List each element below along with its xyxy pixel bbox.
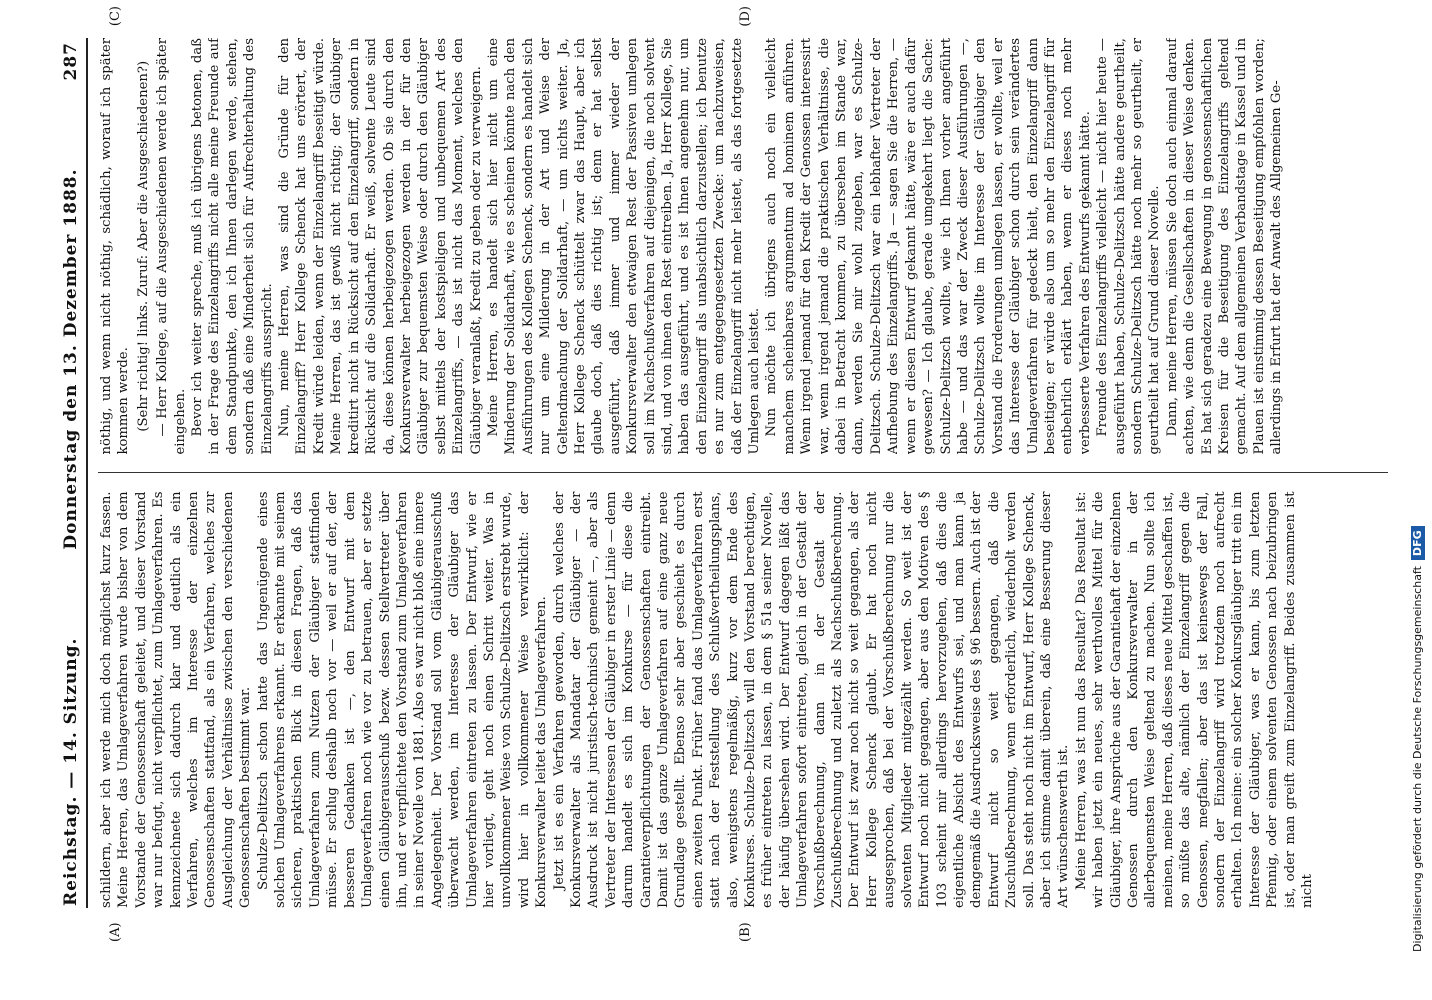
margin-marker-c: (C) <box>108 6 123 27</box>
margin-marker-b: (B) <box>738 922 753 942</box>
paragraph: nöthig, und wenn nicht nöthig, schädlich, worauf ich später kommen werde. <box>99 38 132 455</box>
paragraph: Meine Herren, was ist nun das Resultat? Das Resultat ist: wir haben jetzt ein neues, sehr werthvolles Mittel für die Gläubiger, ihre Ansprüche aus der Garantiehaft der einzelnen Genossen durch den Konkursverwalter in der allerbequemsten Weise geltend zu machen. Nun sollte ich meinen, meine Herren, daß dieses neue Mittel geschaffen ist, so müßte das alte, nämlich der Einzelangriff gegen die Genossen, megfallen; aber das ist keineswegs der Fall, sondern der Einzelangriff wird trotzdem noch aufrecht erhalten. Ich meine: ein solcher Konkursgläubiger tritt ein im Interesse der Gläubiger, was er kann, bis zum letzten Pfennig, oder einem solventen Genossen nach beizubringen ist, oder man greift zum Einzelangriff. Beides zusammen ist nicht <box>1073 491 1316 908</box>
paragraph: Bevor ich weiter spreche, muß ich übrigens betonen, daß in der Frage des Einzelangriffs nicht alle meine Freunde auf dem Standpunkte, den ich Ihnen darlegen werde, stehen, sondern daß eine Minderheit sich für Aufrechterhaltung des Einzelangriffs ausspricht. <box>190 38 275 455</box>
paragraph: Schulze-Delitzsch schon hatte das Ungenügende eines solchen Umlageverfahrens erkannt. Er erkannte mit seinem sicheren, praktischen Blick in diesen Fragen, daß das Umlageverfahren zum Nutzen der Gläubiger stattfinden müsse. Er schlug deshalb noch vor — weil er auf der, der besseren Gedanken ist —, den Entwurf mit dem Umlageverfahren noch wie vor zu betrauen, aber er setzte einen Gläubigerausschuß bezw. dessen Stellvertreter über ihn, und er verpflichtete den Vorstand zum Umlageverfahren in seiner Novelle von 1881. Also es war nicht bloß eine innere Angelegenheit. Der Vorstand soll vom Gläubigerausschuß überwacht werden, im Interesse der Gläubiger das Umlageverfahren eintreten zu lassen. Der Entwurf, wie er hier vorliegt, geht noch einen Schritt weiter. Was in unvollkommener Weise von Schulze-Delitzsch erstrebt wurde, wird hier in vollkommener Weise verwirklicht: der Konkursverwalter leitet das Umlageverfahren. <box>255 491 550 908</box>
page-number: 287 <box>61 42 81 81</box>
margin-marker-d: (D) <box>738 6 753 27</box>
paragraph: schildern, aber ich werde mich doch möglichst kurz fassen. Meine Herren, das Umlageverfahren wurde bisher von dem Vorstande der Genossenschaft geleitet, und dieser Vorstand war nur befugt, nicht verpflichtet, zum Umlageverfahren. Es kennzeichnete sich dadurch klar und deutlich als ein Verfahren, welches im Interesse der einzelnen Genossenschaften stattfand, als ein Verfahren, welches zur Ausgleichung der Verhältnisse zwischen den verschiedenen Genossenschaften bestimmt war. <box>99 491 254 908</box>
header-session: Reichstag. — 14. Sitzung. <box>61 637 81 906</box>
interjection: (Sehr richtig! links. Zuruf: Aber die Ausgeschiedenen?) <box>135 60 151 432</box>
paragraph: Meine Herren, es handelt sich hier nicht um eine Minderung der Solidarhaft, wie es scheinen könnte nach den Ausführungen des Kollegen Schenck, sondern es handelt sich nur um eine Milderung in der Art und Weise der Geltendmachung der Solidarhaft, — um nichts weiter. Ja, Herr Kollege Schenck schüttelt zwar das Haupt, aber ich glaube doch, daß dies richtig ist; denn er hat selbst ausgeführt, daß immer und immer wieder der Konkursverwalter den etwaigen Rest der Passiven umlegen soll im Nachschußverfahren auf diejenigen, die noch solvent sind, und von ihnen den Rest eintreiben. Ja, Herr Kollege, Sie haben das ausgeführt, und es ist Ihnen angenehm nur, um den Einzelangriff als unabsichtlich darzustellen; ich benutze es nur zum entgegengesetzten Zwecke: um nachzuweisen, daß der Einzelangriff nicht mehr leistet, als das fortgesetzte Umlegen auch leistet. <box>485 38 763 455</box>
left-column <box>98 492 1388 909</box>
paragraph: Freunde des Einzelangriffs vielleicht — nicht hier heute — ausgeführt haben, Schulze-Delitzsch hätte andere geurtheilt, sondern Schulze-Delitzsch hätte noch mehr so geurtheilt, er geurtheilt hat auf Grund dieser Novelle. <box>1095 38 1163 455</box>
text-columns <box>98 6 1388 942</box>
digitization-credit <box>1404 18 1428 982</box>
paragraph: Dann, meine Herren, müssen Sie doch auch einmal darauf achten, wie denn die Gesellschaften in dieser Weise denken. Es hat sich geradezu eine Bewegung in genossenschaftlichen Kreisen für die Beseitigung des Einzelangriffs geltend gemacht. Auf dem allgemeinen Verbandstage in Kassel und in Plauen ist einstimmig dessen Beseitigung empfohlen worden; allerdings in Erfurt hat der Anwalt des Allgemeinen Ge- <box>1164 38 1285 455</box>
credit-text: Digitalisierung gefördert durch die Deutsche Forschungsgemeinschaft <box>1411 566 1424 952</box>
running-header <box>56 38 88 908</box>
paragraph: Jetzt ist es ein Verfahren geworden, durch welches der Konkursverwalter als Mandatar der Gläubiger — der Ausdruck ist nicht juristisch-technisch gemeint —, aber als Vertreter der Interessen der Gläubiger in erster Linie — denn darum handelt es sich im Konkurse — für diese die Garantieverpflichtungen der Genossenschaften eintreibt. Damit ist das ganze Umlageverfahren auf eine ganz neue Grundlage gestellt. Ebenso sehr aber geschieht es durch einen zweiten Punkt. Früher fand das Umlageverfahren erst statt nach der Feststellung des Schlußvertheilungsplans, also, wenigstens regelmäßig, kurz vor dem Ende des Konkurses. Schulze-Delitzsch will den Vorstand berechtigen, es früher eintreten zu lassen, in dem § 51a seiner Novelle, der häufig übersehen wird. Der Entwurf dagegen läßt das Umlageverfahren sofort eintreten, gleich in der Gestalt der Vorschußberechnung, dann in der Gestalt der Zuschußberechnung und zuletzt als Nachschußberechnung. Der Entwurf ist zwar noch nicht so weit gegangen, als der Herr Kollege Schenck glaubt. Er hat noch nicht ausgesprochen, daß bei der Vorschußberechnung nur die solventen Mitglieder mitgezählt werden. So weit ist der Entwurf noch nicht gegangen, aber aus den Motiven des § 103 scheint mir allerdings hervorzugehen, daß dies die eigentliche Absicht des Entwurfs sei, und man kann ja demgemäß die Ausdrucksweise des § 96 bessern. Auch ist der Entwurf nicht so weit gegangen, daß die Zuschußberechnung, wenn erforderlich, wiederholt werden soll. Das steht noch nicht im Entwurf, Herr Kollege Schenck, aber ich stimme damit überein, daß eine Besserung dieser Art wünschenswerth ist. <box>551 491 1072 908</box>
right-column <box>98 38 1388 455</box>
dfg-logo: DFG <box>1411 526 1425 560</box>
paragraph: Nun, meine Herren, was sind die Gründe für den Einzelangriff? Herr Kollege Schenck hat uns erörtert, der Kredit würde leiden, wenn der Einzelangriff beseitigt würde. Meine Herren, das ist gewiß nicht richtig; der Gläubiger kreditirt nicht in Rücksicht auf den Einzelangriff, sondern in Rücksicht auf die Solidarhaft. Er weiß, solvente Leute sind da, diese können herbeigezogen werden. Ob sie durch den Konkursverwalter herbeigezogen werden in der für den Gläubiger zur bequemsten Weise oder durch den Gläubiger selbst mittels der kostspieligen und unbequemen Art des Einzelangriffs, — das ist nicht das Moment, welches den Gläubiger veranlaßt, Kredit zu geben oder zu verweigern. <box>277 38 484 455</box>
column-divider <box>98 473 1388 474</box>
header-date: Donnerstag den 13. Dezember 1888. <box>61 168 81 550</box>
paragraph: Nun möchte ich übrigens auch noch ein vielleicht manchem scheinbares argumentum ad hominem anführen. Wenn irgend jemand für den Kredit der Genossen interessirt war, wenn irgend jemand die praktischen Verhältnisse, die dabei in Betracht kommen, zu übersehen im Stande war, dann, werden Sie mir wohl zugeben, war es Schulze-Delitzsch. Schulze-Delitzsch war ein lebhafter Vertreter der Aufhebung des Einzelangriffs. Ja — sagen Sie die Herren, — wenn er diesen Entwurf gekannt hätte, wäre er auch dafür gewesen? — Ich glaube, gerade umgekehrt liegt die Sache: Schulze-Delitzsch wollte, wie ich Ihnen vorher angeführt habe — und das war der Zweck dieser Ausführungen —, Schulze-Delitzsch wollte im Interesse der Gläubiger den Vorstand die Forderungen umlegen lassen, er wollte, weil er das Interesse der Gläubiger schon durch sein verändertes Umlageverfahren für gedeckt hielt, den Einzelangriff dann beseitigen; er würde also um so mehr den Einzelangriff für entbehrlich erklärt haben, wenn er dieses noch mehr verbesserte Verfahren des Entwurfs gekannt hätte. <box>764 38 1093 455</box>
paragraph: — Herr Kollege, auf die Ausgeschiedenen werde ich später eingehen. <box>155 38 188 455</box>
margin-marker-a: (A) <box>108 922 123 942</box>
